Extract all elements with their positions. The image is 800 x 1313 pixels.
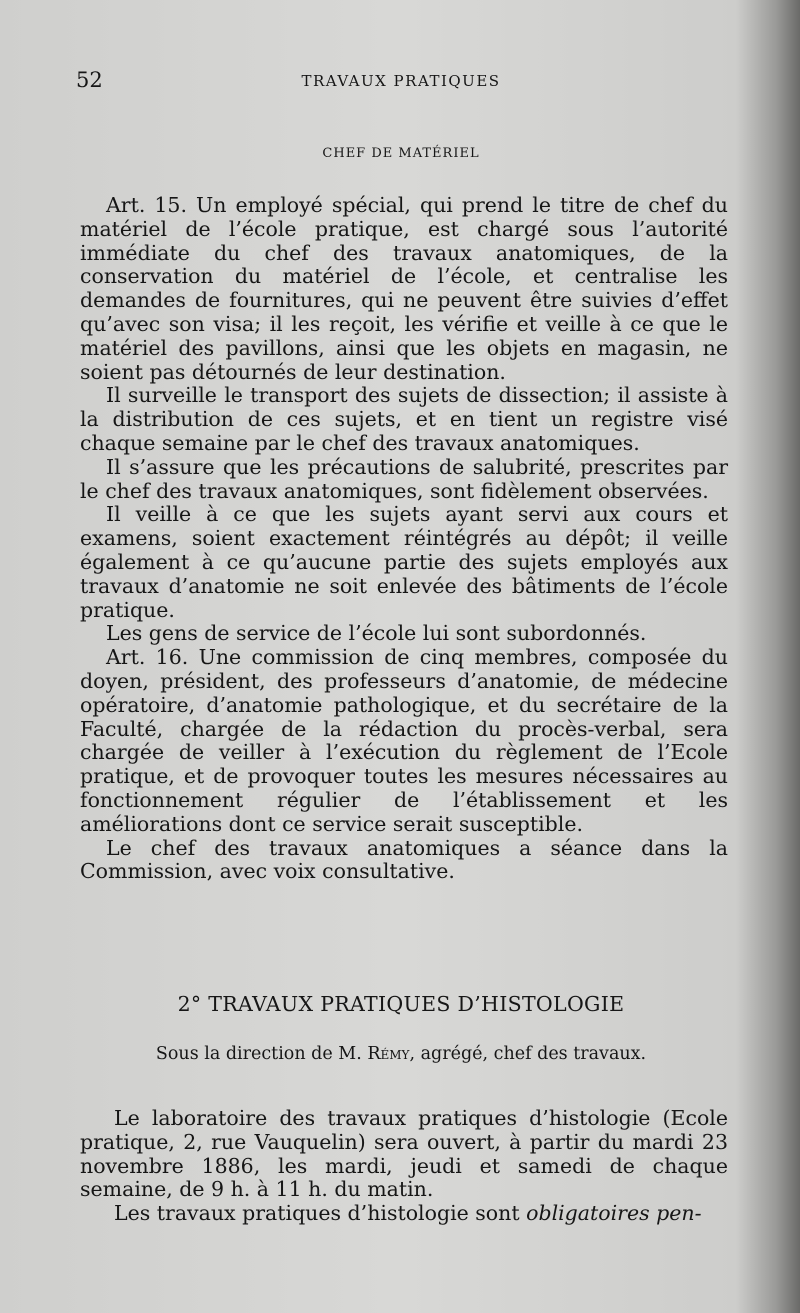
paragraph-gens-de-service: Les gens de service de l’école lui sont subordonnés. <box>106 621 647 646</box>
paragraph-obligatoires <box>80 1202 728 1226</box>
paragraph-obligatoires-start: Les travaux pratiques d’histologie sont <box>114 1201 527 1226</box>
direction-line <box>76 1044 726 1064</box>
paragraph-commission: Le chef des travaux anatomiques a séance dans la Commission, avec voix consultative. <box>80 835 728 884</box>
paragraph-laboratoire: Le laboratoire des travaux pratiques d’histologie (Ecole pratique, 2, rue Vauquelin) sera ouvert, à partir du mardi 23 novembre 1886, les mardi, jeudi et samedi de chaque semaine, de 9 h. à 11 h. du matin. <box>80 1106 728 1202</box>
direction-prefix: Sous la direction de M. <box>155 1044 368 1064</box>
paragraph-transport: Il surveille le transport des sujets de dissection; il assiste à la distribution de ces sujets, et en tient un registre visé chaque semaine par le chef des travaux anatomiques. <box>80 383 728 455</box>
section-2-title: 2° TRAVAUX PRATIQUES D’HISTOLOGIE <box>177 992 625 1016</box>
paragraph-sujets: Il veille à ce que les sujets ayant servi aux cours et examens, soient exactement réintégrés au dépôt; il veille également à ce qu’aucune partie des sujets employés aux travaux d’anatomie ne soit enlevée des bâtiments de l’école pratique. <box>80 502 728 622</box>
paragraph-salubrite: Il s’assure que les précautions de salubrité, prescrites par le chef des travaux anatomiques, sont fidèlement observées. <box>80 454 728 503</box>
page-header <box>76 68 726 92</box>
section-body <box>80 194 728 884</box>
paragraph-art-15: Art. 15. Un employé spécial, qui prend le titre de chef du matériel de l’école pratique, est chargé sous l’autorité immédiate du chef des travaux anatomiques, de la conservation du matériel de l’école, et centralise les demandes de fournitures, qui ne peuvent être suivies d’effet qu’avec son visa; il les reçoit, les vérifie et veille à ce que le matériel des pavillons, ainsi que les objets en magasin, ne soient pas détournés de leur destination. <box>80 193 728 384</box>
director-name: Rémy <box>367 1044 410 1064</box>
running-head: TRAVAUX PRATIQUES <box>301 72 501 90</box>
page-number: 52 <box>76 68 103 92</box>
paragraph-obligatoires-italic: obligatoires pen- <box>526 1201 702 1226</box>
paragraph-art-16: Art. 16. Une commission de cinq membres, composée du doyen, président, des professeurs d’anatomie, de médecine opératoire, d’anatomie pathologique, et du secrétaire de la Faculté, chargée de la rédaction du procès-verbal, sera chargée de veiller à l’exécution du règlement de l’Ecole pratique, et de provoquer toutes les mesures nécessaires au fonctionnement régulier de l’établissement et les améliorations dont ce service serait susceptible. <box>80 645 728 836</box>
direction-suffix: , agrégé, chef des travaux. <box>409 1044 647 1064</box>
section-2-body <box>80 1107 728 1226</box>
section-title: CHEF DE MATÉRIEL <box>322 146 480 161</box>
